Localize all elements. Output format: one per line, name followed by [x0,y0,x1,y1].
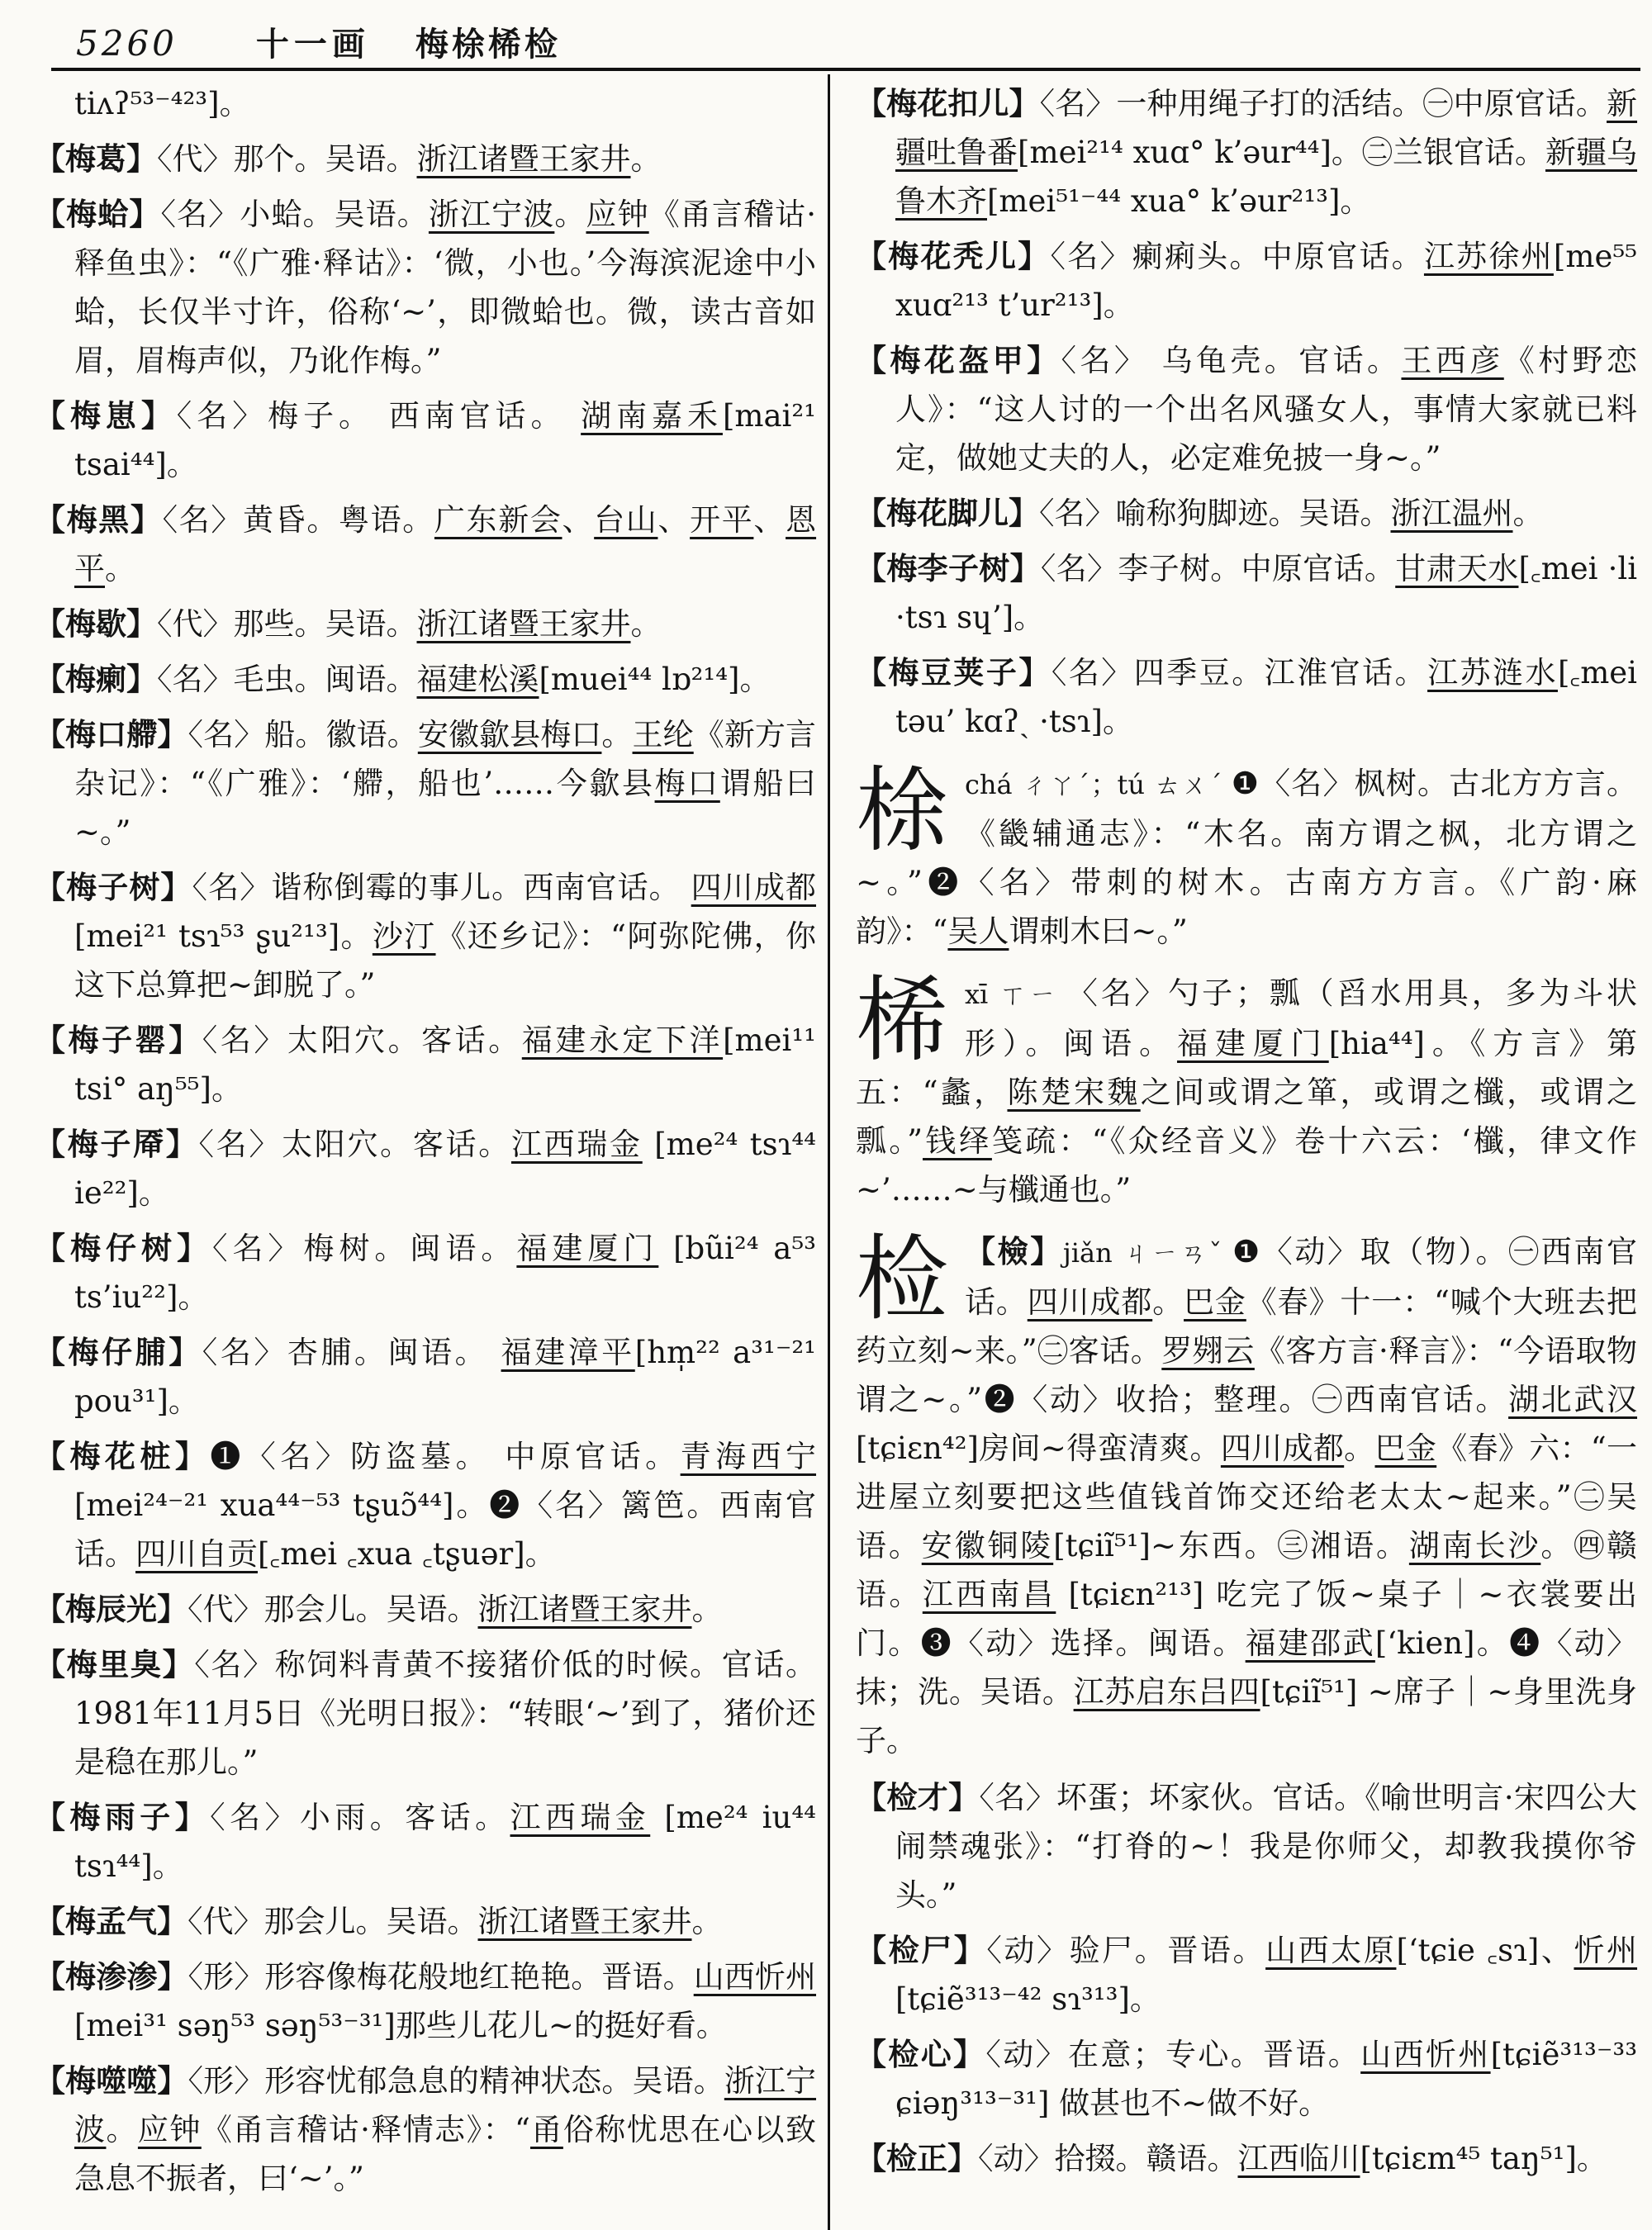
dict-entry [35,710,816,856]
entry-body: ❶〈名〉防盗墓。 中原官话。青海西宁[mei²⁴⁻²¹ xua⁴⁴⁻⁵³ tʂuɔ̃⁴⁴]。❷〈名〉篱笆。西南官话。四川自贡[꜀mei ꜀xua ꜀tʂuər]。 [74,1439,817,1572]
dict-entry [856,1926,1637,2024]
entry-body: 〈名〉太阳穴。客话。江西瑞金 [me²⁴ tsɿ⁴⁴ ie²²]。 [74,1127,817,1211]
page-header [76,18,561,65]
char-headword: 桸 [856,967,948,1075]
dict-entry [856,79,1637,225]
dict-entry [856,648,1637,746]
entry-headword: 【梅孟气】 [35,1903,188,1939]
char-variant: 【檢】 [965,1233,1063,1269]
entry-headword: 【检尸】 [856,1932,987,1968]
dict-entry [856,336,1637,482]
entry-body: 〈名〉一种用绳子打的活结。㊀中原官话。新疆吐鲁番[mei²¹⁴ xuɑ° k’əur⁴⁴]。㊁兰银官话。新疆乌鲁木齐[mei⁵¹⁻⁴⁴ xua° k’əur²¹³]。 [895,86,1638,219]
left-column [35,79,816,2209]
entry-body: 〈名〉杏脯。闽语。 福建漳平[hm̩²² a³¹⁻²¹ pou³¹]。 [74,1335,817,1419]
entry-body: 〈名〉小雨。客话。江西瑞金 [me²⁴ iu⁴⁴ tsɿ⁴⁴]。 [74,1800,817,1884]
entry-headword: 【检才】 [856,1779,980,1815]
char-pronunciation: chá ㄔㄚˊ；tú ㄊㄨˊ [965,769,1223,800]
entry-body: 〈名〉梅子。 西南官话。 湖南嘉禾[mai²¹ tsai⁴⁴]。 [74,398,817,482]
entry-body: 〈名〉毛虫。闽语。福建松溪[muei⁴⁴ lɒ²¹⁴]。 [157,662,771,697]
column-divider [828,74,830,2230]
dict-entry [856,232,1637,330]
entry-body: 〈形〉形容忧郁急息的精神状态。吴语。浙江宁波。应钟《甬言稽诂·释情志》：“甬俗称忧思在心以致急息不振者，曰‘~’。” [74,2063,817,2196]
dict-entry [856,2030,1637,2128]
dict-entry [35,391,816,489]
entry-headword: 【梅花盔甲】 [856,342,1061,378]
entry-headword: 【梅花扣儿】 [856,85,1040,121]
dict-entry [35,1952,816,2050]
entry-headword: 【梅辰光】 [35,1591,188,1627]
entry-body: 〈代〉那会儿。吴语。浙江诸暨王家井。 [188,1592,723,1627]
entry-headword: 【梅子厣】 [35,1126,199,1162]
entry-headword: 【检正】 [856,2140,978,2176]
entry-headword: 【梅口艜】 [35,716,188,752]
dict-entry [35,2057,816,2203]
entry-body: 〈名〉小蛤。吴语。浙江宁波。应钟《甬言稽诂·释鱼虫》：“《广雅·释诂》：‘微，小也。’今海滨泥途中小蛤，长仅半寸许，俗称‘~’，即微蛤也。微，读古音如眉，眉梅声似，乃讹作梅。” [74,197,816,378]
entry-headword: 【梅子树】 [35,869,192,905]
entry-body: 〈名〉谐称倒霉的事儿。西南官话。 四川成都[mei²¹ tsɿ⁵³ ʂu²¹³]。沙汀《还乡记》：“阿弥陀佛，你这下总算把~卸脱了。” [74,870,817,1003]
dict-entry [35,1328,816,1426]
entry-headword: 【梅渗渗】 [35,1958,188,1995]
entry-headword: 【梅瘌】 [35,661,157,697]
dict-entry [35,496,816,593]
entry-headword: 【梅豆荚子】 [856,654,1051,690]
entry-body: 〈代〉那个。吴语。浙江诸暨王家井。 [157,141,662,177]
dict-entry [35,863,816,1009]
entry-headword: 【梅仔树】 [35,1230,212,1266]
dict-entry [856,2134,1637,2183]
entry-body: 〈名〉 乌龟壳。官话。王西彦《村野恋人》：“这人讨的一个出名风骚女人，事情大家就已料定，做她丈夫的人，必定难免披一身~。” [895,343,1638,476]
char-headword: 检 [856,1226,948,1333]
entry-headword: 【梅花秃儿】 [856,238,1051,274]
entry-headword: 【梅花脚儿】 [856,495,1039,531]
entry-headword: 【梅仔脯】 [35,1334,202,1370]
entry-body: 〈名〉李子树。中原官话。甘肃天水[꜀mei ·li ·tsɿ sɥ’]。 [895,551,1638,635]
entry-body: 〈代〉那些。吴语。浙江诸暨王家井。 [157,606,662,642]
dict-entry [35,1016,816,1113]
entry-body: 〈名〉船。徽语。安徽歙县梅口。王纶《新方言杂记》：“《广雅》：‘艜，船也’……今歙县梅口谓船曰~。” [74,717,817,850]
dict-entry [35,135,816,183]
entry-headword: 【梅子罂】 [35,1022,202,1058]
entry-body: 〈名〉四季豆。江淮官话。江苏涟水[꜀mei təu’ kɑʔˎ ·tsɿ]。 [895,655,1638,739]
dict-entry [35,1120,816,1217]
entry-headword: 【梅里臭】 [35,1646,195,1682]
page-number: 5260 [76,23,178,64]
dict-entry [35,190,816,385]
char-entry [856,1227,1637,1765]
entry-body: 〈名〉黄昏。粤语。广东新会、台山、开平、恩平。 [74,502,817,586]
char-body: ❶〈动〉取（物）。㊀西南官话。四川成都。巴金《春》十一：“喊个大班去把药立刻~来。”㊁客话。罗翙云《客方言·释言》：“今语取物谓之~。”❷〈动〉收拾；整理。㊀西南官话。湖北武汉 [tɕiɛn⁴²]房间~得蛮清爽。四川成都。巴金《春》六：“一进屋立刻要把这些值钱首饰交还给老太太~起来。”㊁吴语。安徽铜陵[tɕiĩ⁵¹]~东西。㊂湘语。湖南长沙。㊃赣语。江西南昌 [tɕiɛn²¹³] 吃完了饭~桌子｜~衣裳要出门。❸〈动〉选择。闽语。福建邵武[ʻkien]。❹〈动〉抹；洗。吴语。江苏启东吕四[tɕiĩ⁵¹] ~席子｜~身里洗身子。 [856,1234,1638,1758]
header-rule [51,68,1640,71]
entry-body: 〈名〉梅树。闽语。福建厦门 [bũi²⁴ a⁵³ ts’iu²²]。 [74,1231,817,1315]
dict-entry [35,1224,816,1321]
dict-entry [856,544,1637,642]
dict-entry [35,655,816,704]
entry-headword: 【梅雨子】 [35,1799,211,1835]
char-body: 〈名〉勺子；瓢（舀水用具，多为斗状形）。闽语。福建厦门[hia⁴⁴]。《方言》第五：“蠡，陈楚宋魏之间或谓之箪，或谓之櫼，或谓之瓢。”钱绎笺疏：“《众经音义》卷十六云：‘櫼，律文作~’……~与櫼通也。” [856,975,1638,1208]
entry-body: 〈名〉瘌痢头。中原官话。江苏徐州[me⁵⁵ xuɑ²¹³ t’ur²¹³]。 [895,239,1638,323]
dict-entry [35,600,816,648]
char-entry [856,759,1637,956]
char-pronunciation: jiǎn ㄐㄧㄢˇ [1062,1237,1224,1269]
dict-entry [35,1432,816,1578]
char-headword: 梌 [856,757,948,865]
entry-body: 〈名〉太阳穴。客话。福建永定下洋[mei¹¹ tsi° aŋ⁵⁵]。 [74,1022,817,1107]
entry-body: 〈动〉验尸。晋语。山西太原[ʻtɕie ꜀sɿ]、忻州[tɕiẽ³¹³⁻⁴² sɿ³¹³]。 [895,1933,1638,2017]
entry-headword: 【梅葛】 [35,140,157,177]
dict-entry [856,1773,1637,1919]
entry-body: 〈动〉在意；专心。晋语。山西忻州[tɕiẽ³¹³⁻³³ ɕiəŋ³¹³⁻³¹] 做甚也不~做不好。 [895,2037,1638,2121]
char-pronunciation: xī ㄒㄧ [965,979,1059,1010]
dict-entry [35,1897,816,1946]
radical-stroke-section: 十一画 [255,25,370,64]
right-column [856,79,1637,2190]
continuation-line: tiʌʔ⁵³⁻⁴²³]。 [74,86,250,121]
entry-headword: 【梅崽】 [35,397,177,434]
char-entry [856,969,1637,1214]
dict-entry [35,1640,816,1786]
entry-body: 〈名〉称饲料青黄不接猪价低的时候。官话。1981年11月5日《光明日报》：“转眼‘~’到了，猪价还是稳在那儿。” [74,1647,817,1780]
dict-entry [35,1585,816,1634]
entry-body: 〈代〉那会儿。吴语。浙江诸暨王家井。 [188,1904,723,1939]
entry-headword: 【梅歇】 [35,605,157,642]
entry-body: 〈名〉喻称狗脚迹。吴语。浙江温州。 [1039,496,1544,531]
section-characters: 梅梌桸检 [415,25,561,64]
entry-body: 〈动〉拾掇。赣语。江西临川[tɕiɛm⁴⁵ taŋ⁵¹]。 [978,2141,1607,2176]
entry-headword: 【梅噬噬】 [35,2062,188,2099]
entry-headword: 【梅李子树】 [856,550,1041,586]
entry-headword: 【梅黑】 [35,501,163,538]
dict-entry [35,1793,816,1891]
entry-headword: 【梅蛤】 [35,196,161,232]
entry-headword: 【检心】 [856,2036,986,2072]
char-body: ❶〈名〉枫树。古北方方言。《畿辅通志》：“木名。南方谓之枫，北方谓之~。”❷〈名〉带刺的树木。古南方方言。《广韵·麻韵》：“吴人谓刺木曰~。” [856,766,1637,949]
entry-body: 〈名〉坏蛋；坏家伙。官话。《喻世明言·宋四公大闹禁魂张》：“打脊的~！我是你师父，却教我摸你爷头。” [895,1780,1637,1913]
entry-headword: 【梅花桩】 [35,1438,211,1474]
entry-body: 〈形〉形容像梅花般地红艳艳。晋语。山西忻州[mei³¹ səŋ⁵³ səŋ⁵³⁻³¹]那些儿花儿~的挺好看。 [74,1959,817,2043]
dict-entry [856,489,1637,538]
